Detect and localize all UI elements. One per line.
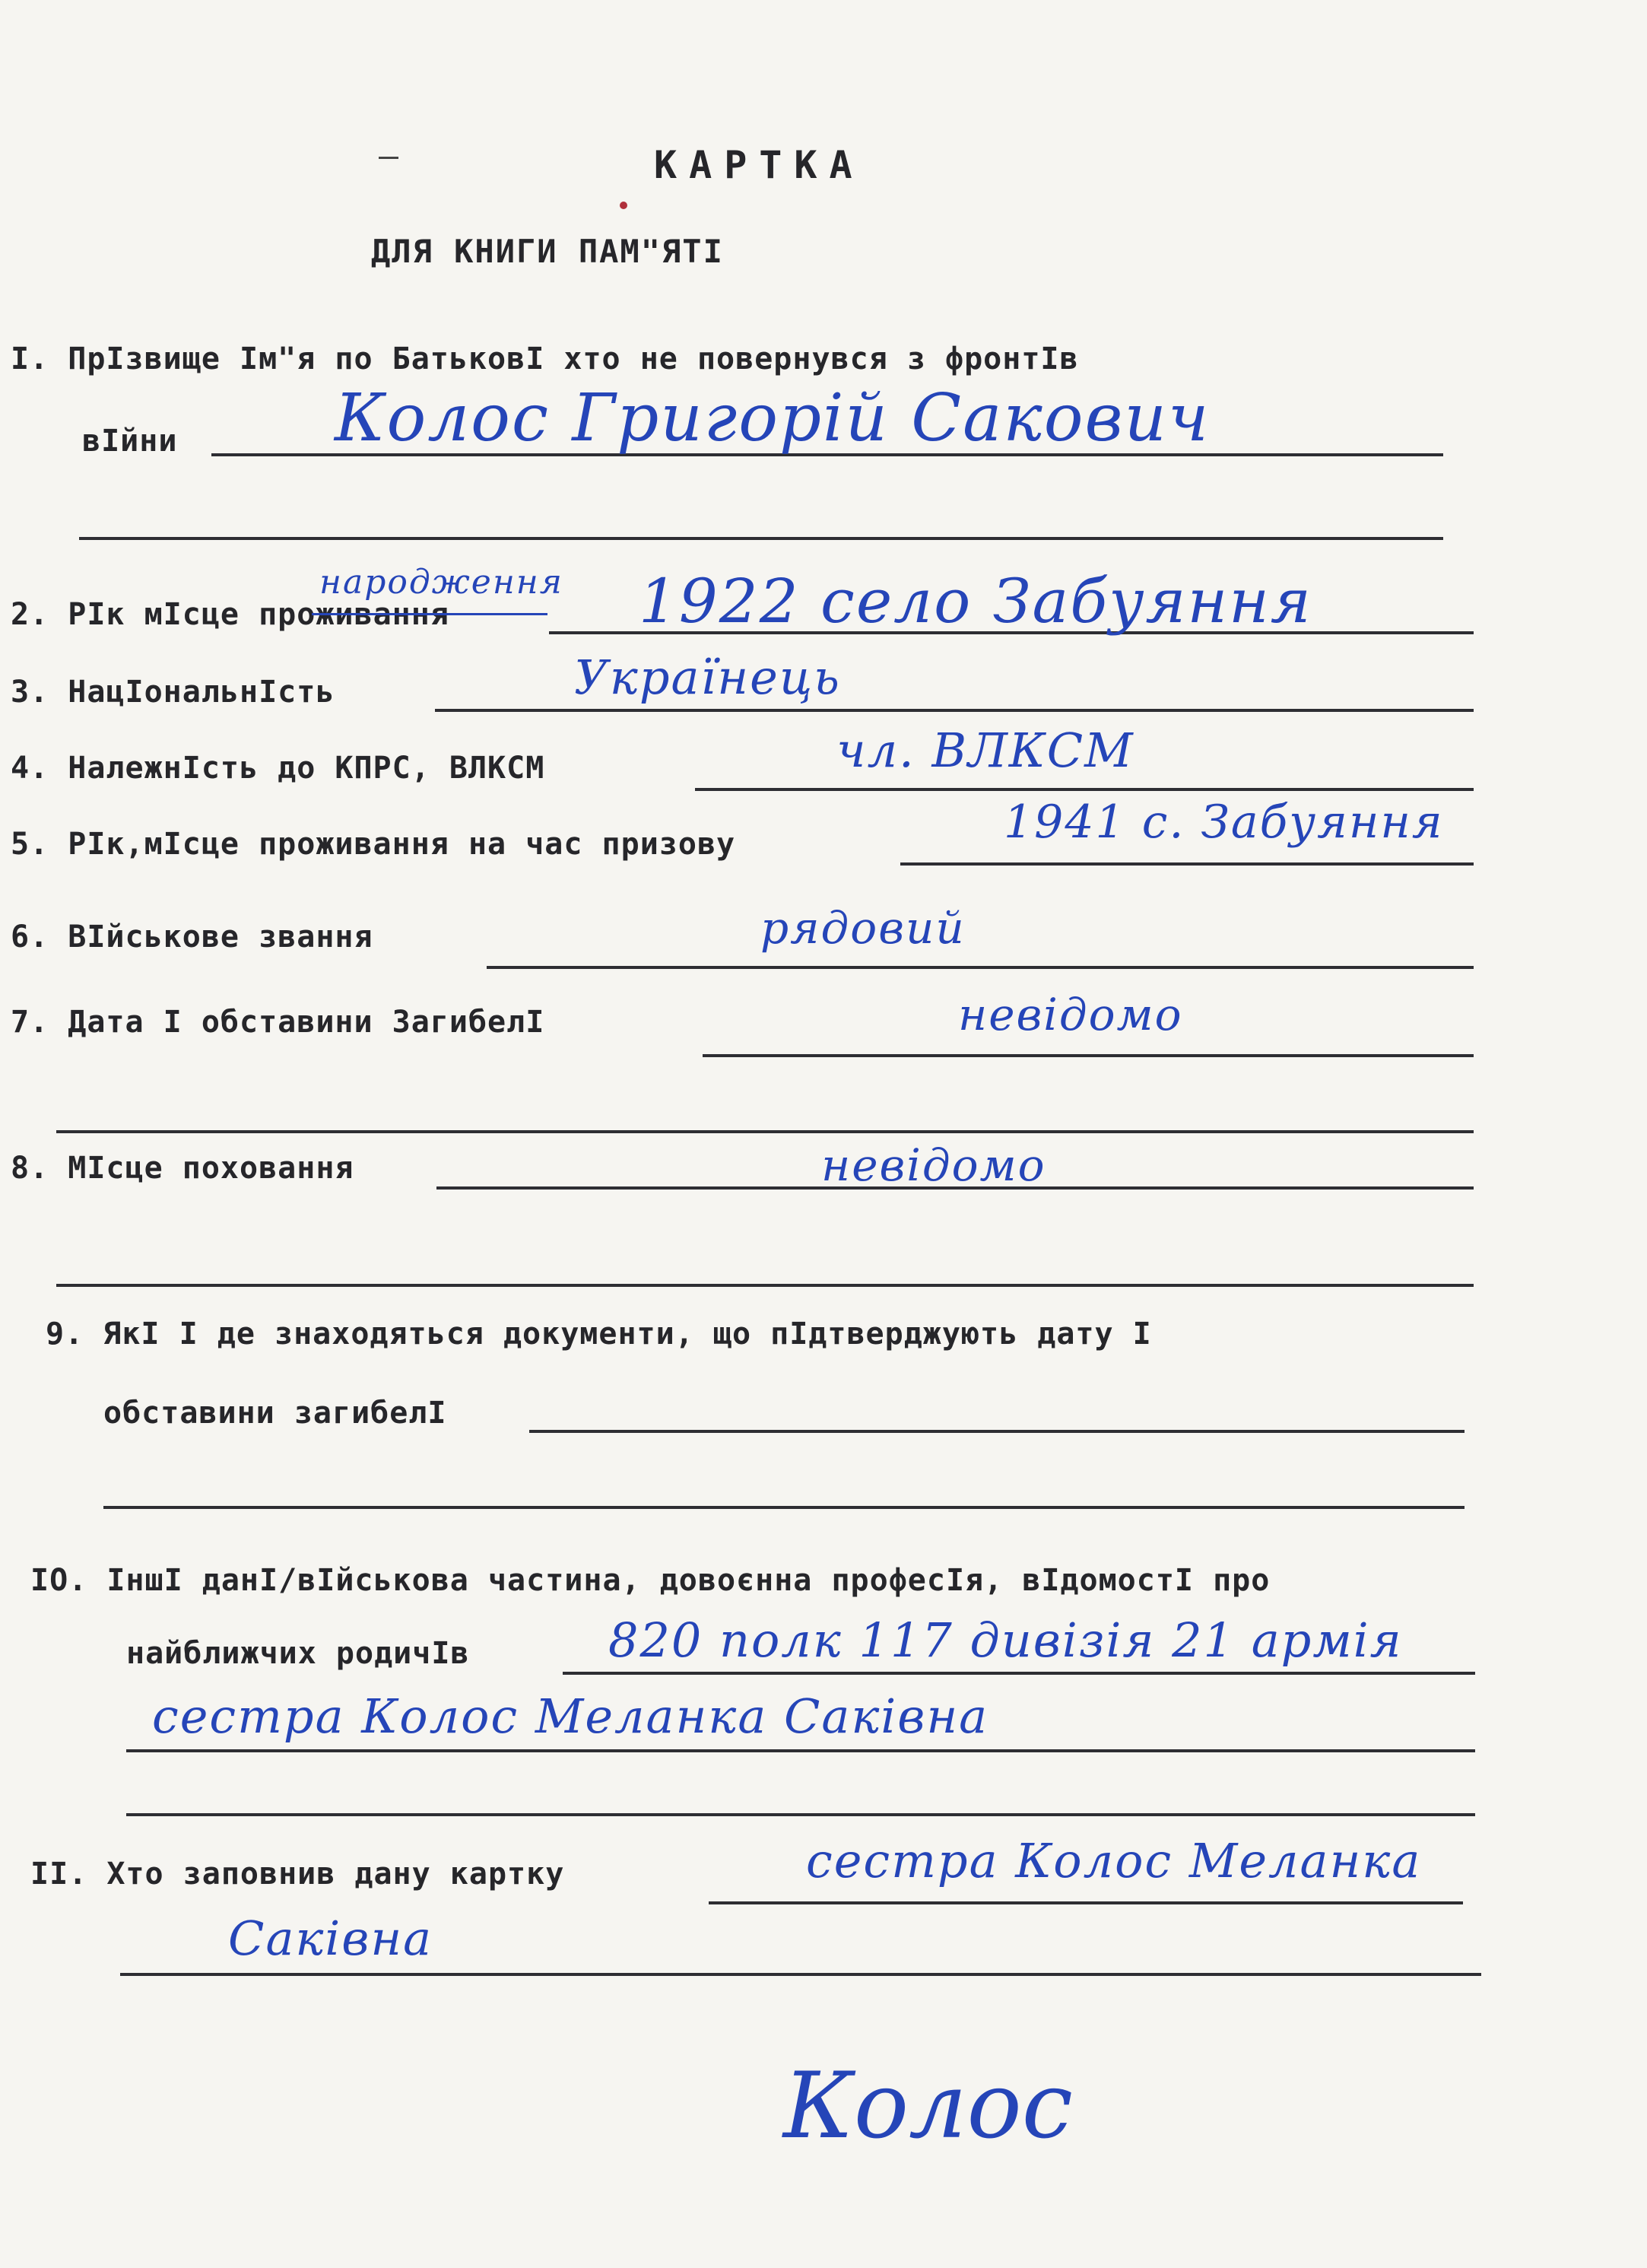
item-10-line-2 <box>126 1749 1475 1752</box>
item-4-value: чл. ВЛКСМ <box>836 723 1134 778</box>
item-8-label: 8. МІсце поховання <box>11 1151 354 1186</box>
item-6-value: рядовий <box>760 902 966 954</box>
stray-mark <box>379 157 398 159</box>
item-11-line-2 <box>120 1973 1481 1976</box>
item-10-value: 820 полк 117 дивізія 21 армія <box>608 1612 1403 1668</box>
item-2-correction: народження <box>319 563 563 602</box>
item-4-line <box>695 788 1474 791</box>
item-11-value: сестра Колос Меланка <box>806 1833 1422 1888</box>
item-3-label: 3. НацІональнІсть <box>11 675 335 710</box>
card-subtitle: ДЛЯ КНИГИ ПАМ"ЯТІ <box>371 233 724 270</box>
signature: Колос <box>783 2054 1073 2159</box>
item-6-line <box>487 966 1474 969</box>
item-1-value: Колос Григорій Сакович <box>335 380 1211 456</box>
item-7-label: 7. Дата І обставини ЗагибелІ <box>11 1005 545 1040</box>
item-8-value: невідомо <box>821 1139 1046 1191</box>
item-7-line-2 <box>56 1130 1474 1133</box>
item-5-value: 1941 с. Забуяння <box>1004 796 1444 849</box>
item-10-label: IО. ІншІ данІ/вІйськова частина, довоєнна професІя, вІдомостІ про <box>30 1563 1271 1598</box>
item-5-label: 5. РІк,мІсце проживання на час призову <box>11 827 736 862</box>
item-7-line <box>703 1054 1474 1057</box>
item-3-value: Українець <box>574 650 841 705</box>
item-6-label: 6. ВІйськове звання <box>11 920 373 955</box>
item-3-line <box>435 709 1474 712</box>
item-10-value-cont: сестра Колос Меланка Саківна <box>152 1688 989 1744</box>
item-11-value-cont: Саківна <box>228 1911 433 1966</box>
item-4-label: 4. НалежнІсть до КПРС, ВЛКСМ <box>11 751 545 786</box>
item-2-struck-word: проживання <box>259 597 449 632</box>
item-2-label-text: 2. РІк мІсце <box>11 597 240 632</box>
item-10-line <box>563 1672 1475 1675</box>
item-9-line-2 <box>103 1506 1465 1509</box>
item-2-strikethrough <box>312 613 547 615</box>
card-title: КАРТКА <box>654 143 865 187</box>
item-5-line <box>900 862 1474 866</box>
item-10-line-3 <box>126 1813 1475 1816</box>
item-1-label: I. ПрІзвище Ім"я по БатьковІ хто не повернувся з фронтІв <box>11 341 1079 376</box>
item-9-label: 9. ЯкІ І де знаходяться документи, що пІдтверджують дату І <box>46 1317 1152 1352</box>
item-11-line <box>709 1901 1463 1904</box>
item-9-line <box>529 1430 1465 1433</box>
item-2-value: 1922 село Забуяння <box>639 566 1312 637</box>
item-9-label-cont: обставини загибелІ <box>103 1396 447 1431</box>
item-1-line-2 <box>79 537 1443 540</box>
item-11-label: II. Хто заповнив дану картку <box>30 1857 565 1892</box>
item-7-value: невідомо <box>958 989 1183 1040</box>
item-1-label-cont: вІйни <box>82 424 178 459</box>
red-ink-dot <box>620 202 627 209</box>
item-10-label-cont: найближчих родичІв <box>126 1636 470 1671</box>
item-8-line-2 <box>56 1284 1474 1287</box>
